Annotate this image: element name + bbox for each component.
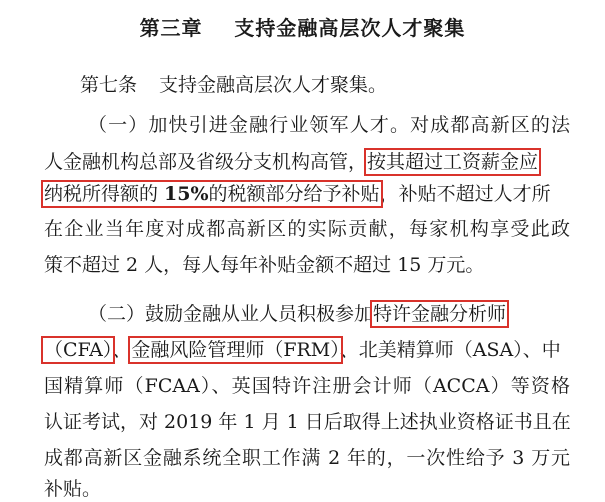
p2-line-6: 补贴。 — [44, 478, 102, 500]
highlight-cfa-1: 特许金融分析师 — [373, 303, 507, 325]
highlight-subsidy-basis-2 — [44, 183, 380, 205]
p2-line-3: 国精算师（FCAA）、英国特许注册会计师（ACCA）等资格 — [44, 375, 570, 397]
p2-line-2-text: 、北美精算师（ASA）、中 — [339, 339, 561, 361]
highlight-cfa-2: （CFA） — [44, 339, 113, 361]
p1-line-2-text: 人金融机构总部及省级分支机构高管， — [44, 151, 368, 173]
highlight-frm: 金融风险管理师（FRM） — [131, 339, 340, 361]
p2-separator: 、 — [112, 339, 132, 361]
percent-value: 15% — [164, 183, 209, 205]
p1-line-4: 在企业当年度对成都高新区的实际贡献，每家机构享受此政 — [44, 218, 570, 240]
p2-line-1 — [88, 302, 506, 326]
p1-line-3 — [44, 182, 551, 206]
article-text: 支持金融高层次人才聚集。 — [159, 74, 388, 96]
highlight-text-b: 的税额部分给予补贴 — [208, 183, 380, 205]
p1-line-1: （一）加快引进金融行业领军人才。对成都高新区的法 — [88, 114, 570, 136]
article-label: 第七条 — [80, 74, 138, 96]
highlight-text-a: 纳税所得额的 — [44, 183, 165, 205]
highlight-subsidy-basis-1: 按其超过工资薪金应 — [367, 151, 539, 173]
p2-line-1-text: （二）鼓励金融从业人员积极参加 — [88, 303, 374, 325]
p1-line-3-text: ，补贴不超过人才所 — [379, 183, 551, 205]
p1-line-2 — [44, 150, 538, 174]
p2-line-4: 认证考试，对 2019 年 1 月 1 日后取得上述执业资格证书且在 — [44, 411, 571, 433]
chapter-title: 第三章 支持金融高层次人才聚集 — [139, 16, 466, 40]
article-heading — [80, 73, 387, 97]
p2-line-2 — [44, 338, 561, 362]
p1-line-5: 策不超过 2 人，每人每年补贴金额不超过 15 万元。 — [44, 254, 485, 276]
p2-line-5: 成都高新区金融系统全职工作满 2 年的，一次性给予 3 万元 — [44, 447, 570, 469]
